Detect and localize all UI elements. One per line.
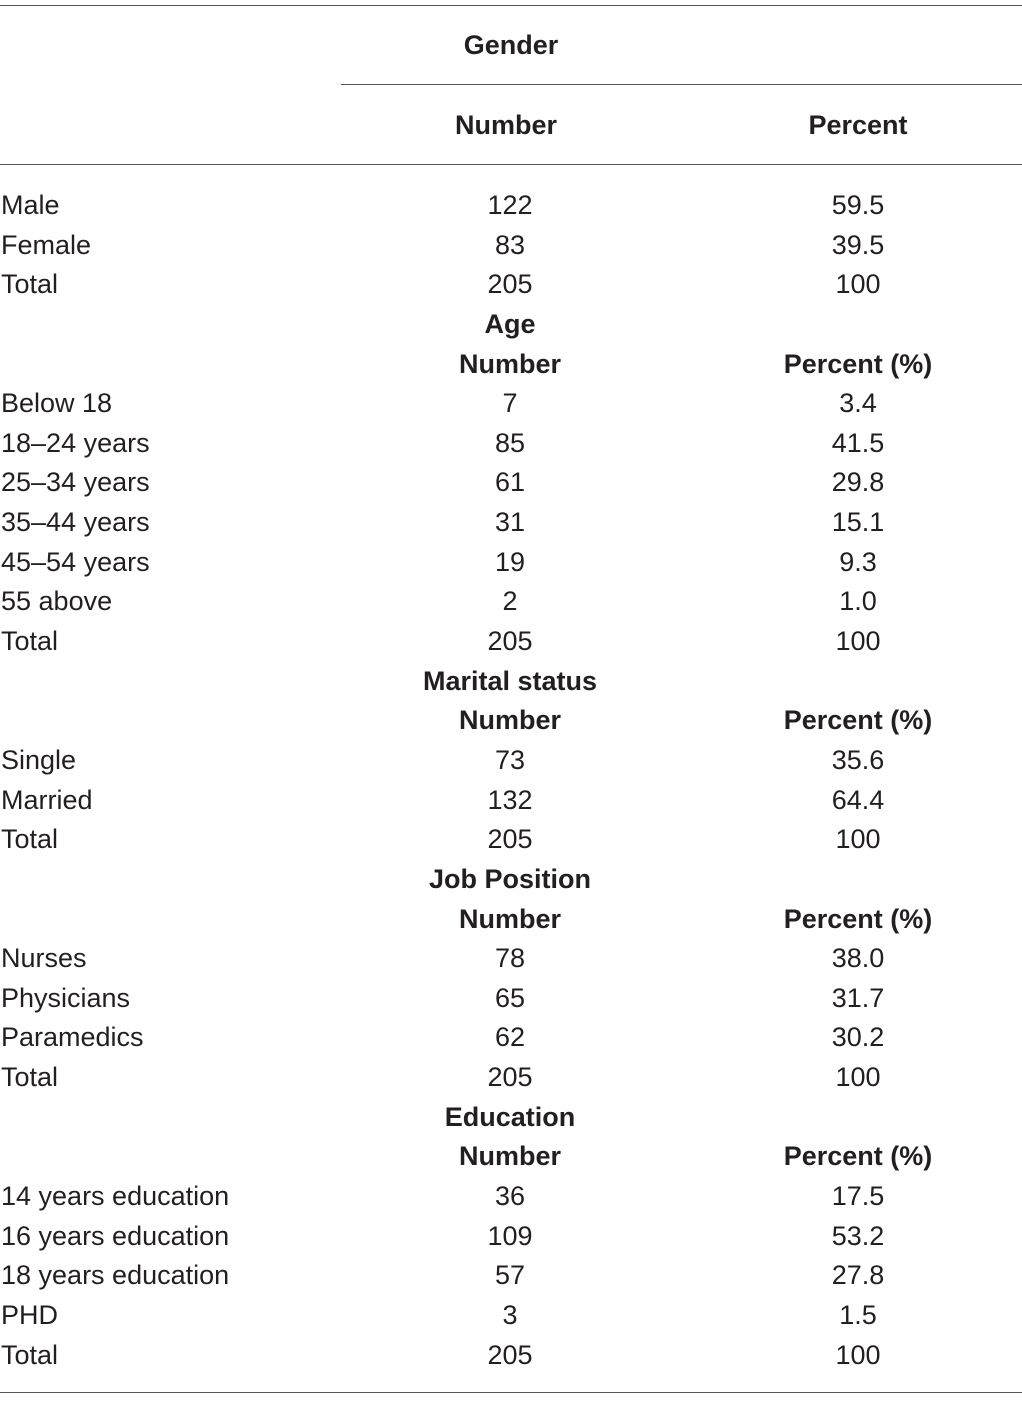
section-percent-header: Percent (%)	[783, 348, 933, 379]
row-label: 14 years education	[1, 1181, 230, 1212]
row-percent: 100	[835, 626, 881, 657]
table-row	[0, 543, 1022, 583]
section-column-header-row	[0, 701, 1022, 741]
row-number: 61	[494, 467, 526, 498]
section-title: Education	[444, 1101, 576, 1132]
section-title: Job Position	[429, 863, 591, 894]
table-row	[0, 582, 1022, 622]
table-row	[0, 186, 1022, 226]
section-heading-row	[0, 662, 1022, 702]
row-percent: 17.5	[831, 1181, 885, 1212]
table-row	[0, 622, 1022, 662]
section-heading-row	[0, 860, 1022, 900]
section-column-header-row	[0, 900, 1022, 940]
table-row	[0, 1256, 1022, 1296]
section-column-header-row	[0, 1137, 1022, 1177]
row-label: 25–34 years	[1, 467, 150, 498]
table-body	[0, 186, 1022, 1375]
top-rule	[0, 5, 1022, 6]
row-number: 205	[487, 1339, 533, 1370]
row-percent: 35.6	[831, 744, 885, 775]
row-label: Female	[1, 229, 92, 260]
row-label: Nurses	[1, 943, 87, 974]
row-percent: 15.1	[831, 507, 885, 538]
table-row	[0, 820, 1022, 860]
row-number: 109	[487, 1220, 533, 1251]
row-percent: 100	[835, 1339, 881, 1370]
section-percent-header: Percent (%)	[783, 903, 933, 934]
table-row	[0, 1058, 1022, 1098]
row-percent: 100	[835, 824, 881, 855]
row-number: 73	[494, 744, 526, 775]
gender-heading: Gender	[463, 30, 559, 60]
row-percent: 53.2	[831, 1220, 885, 1251]
row-number: 85	[494, 427, 526, 458]
table-row	[0, 265, 1022, 305]
row-label: Married	[1, 784, 93, 815]
row-percent: 59.5	[831, 190, 885, 220]
row-percent: 27.8	[831, 1260, 885, 1291]
table-row	[0, 424, 1022, 464]
table-row	[0, 1177, 1022, 1217]
row-number: 205	[487, 269, 533, 300]
row-number: 78	[494, 943, 526, 974]
number-column-header: Number	[454, 110, 557, 140]
row-percent: 3.4	[839, 388, 877, 419]
section-number-header: Number	[458, 1141, 561, 1172]
row-number: 62	[494, 1022, 526, 1053]
section-number-header: Number	[458, 705, 561, 736]
table-row	[0, 1217, 1022, 1257]
row-label: Total	[1, 1339, 59, 1370]
row-label: Total	[1, 1062, 59, 1093]
section-heading-row	[0, 305, 1022, 345]
section-percent-header: Percent (%)	[783, 705, 933, 736]
row-label: 18 years education	[1, 1260, 230, 1291]
row-number: 205	[487, 1062, 533, 1093]
section-percent-header: Percent (%)	[783, 1141, 933, 1172]
percent-column-header: Percent	[808, 110, 908, 140]
row-percent: 1.5	[839, 1299, 877, 1330]
table-row	[0, 781, 1022, 821]
bottom-rule	[0, 1392, 1022, 1393]
row-number: 7	[502, 388, 518, 419]
row-percent: 64.4	[831, 784, 885, 815]
table-row	[0, 503, 1022, 543]
row-label: PHD	[1, 1299, 59, 1330]
row-label: Below 18	[1, 388, 113, 419]
row-label: Total	[1, 824, 59, 855]
section-number-header: Number	[458, 348, 561, 379]
row-number: 57	[494, 1260, 526, 1291]
section-column-header-row	[0, 345, 1022, 385]
table-row	[0, 939, 1022, 979]
row-label: 45–54 years	[1, 546, 150, 577]
row-number: 19	[494, 546, 526, 577]
table-row	[0, 741, 1022, 781]
row-label: Total	[1, 626, 59, 657]
table-row	[0, 463, 1022, 503]
row-label: 55 above	[1, 586, 113, 617]
row-label: Total	[1, 269, 59, 300]
row-number: 205	[487, 824, 533, 855]
table-row	[0, 384, 1022, 424]
row-number: 31	[494, 507, 526, 538]
row-number: 3	[502, 1299, 518, 1330]
row-percent: 1.0	[839, 586, 877, 617]
section-number-header: Number	[458, 903, 561, 934]
section-heading-row	[0, 1098, 1022, 1138]
row-label: Single	[1, 744, 77, 775]
row-percent: 100	[835, 269, 881, 300]
section-title: Marital status	[422, 665, 598, 696]
row-number: 83	[494, 229, 526, 260]
row-label: 16 years education	[1, 1220, 230, 1251]
table-row	[0, 1018, 1022, 1058]
row-percent: 30.2	[831, 1022, 885, 1053]
row-number: 122	[487, 190, 533, 220]
row-percent: 39.5	[831, 229, 885, 260]
table-row	[0, 979, 1022, 1019]
row-number: 132	[487, 784, 533, 815]
section-title: Age	[484, 308, 536, 339]
row-percent: 9.3	[839, 546, 877, 577]
row-label: Physicians	[1, 982, 131, 1013]
row-number: 36	[494, 1181, 526, 1212]
table-row	[0, 1296, 1022, 1336]
row-percent: 38.0	[831, 943, 885, 974]
row-label: 35–44 years	[1, 507, 150, 538]
table-row	[0, 1336, 1022, 1376]
row-number: 205	[487, 626, 533, 657]
row-percent: 29.8	[831, 467, 885, 498]
table-row	[0, 226, 1022, 266]
row-percent: 100	[835, 1062, 881, 1093]
row-number: 65	[494, 982, 526, 1013]
row-label: 18–24 years	[1, 427, 150, 458]
row-label: Paramedics	[1, 1022, 144, 1053]
row-number: 2	[502, 586, 518, 617]
row-percent: 31.7	[831, 982, 885, 1013]
row-label: Male	[1, 190, 60, 220]
row-percent: 41.5	[831, 427, 885, 458]
header-sub-rule	[341, 84, 1022, 85]
header-bottom-rule	[0, 164, 1022, 165]
